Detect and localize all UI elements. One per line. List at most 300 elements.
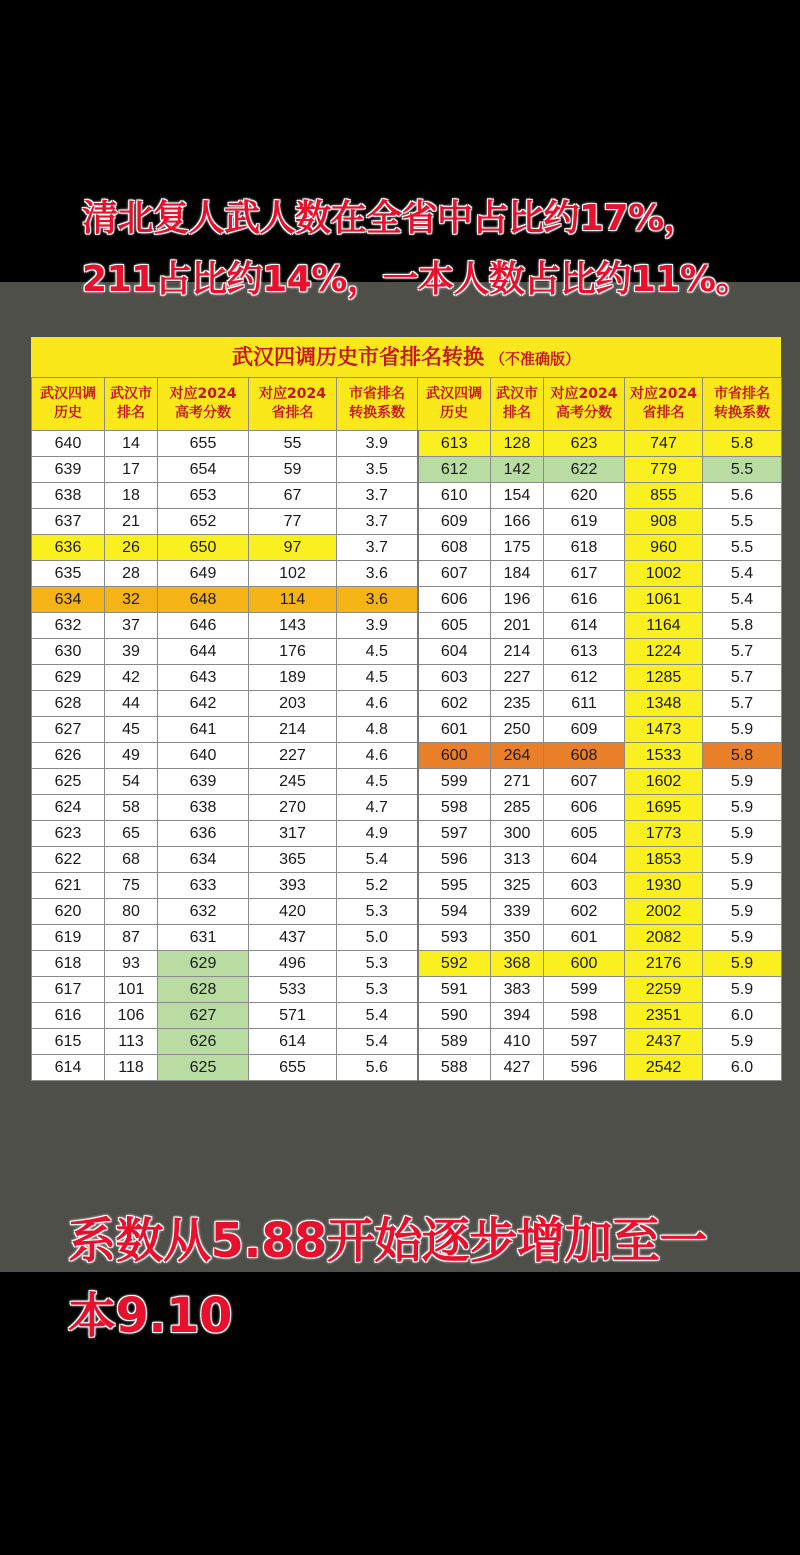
column-header-line: 历史 — [54, 405, 82, 421]
table-cell: 106 — [105, 1003, 158, 1029]
table-cell: 5.4 — [337, 1029, 418, 1055]
table-cell: 606 — [418, 587, 491, 613]
table-cell: 616 — [32, 1003, 105, 1029]
table-cell: 2542 — [625, 1055, 703, 1081]
table-cell: 908 — [625, 509, 703, 535]
table-cell: 2351 — [625, 1003, 703, 1029]
table-cell: 196 — [491, 587, 544, 613]
table-row — [32, 769, 782, 795]
table-cell: 960 — [625, 535, 703, 561]
table-row — [32, 717, 782, 743]
table-cell: 45 — [105, 717, 158, 743]
table-cell: 1930 — [625, 873, 703, 899]
caption-line-2: 211占比约14%，一本人数占比约11%。 — [82, 259, 751, 300]
column-header — [32, 378, 105, 431]
table-cell: 5.2 — [337, 873, 418, 899]
table-cell: 622 — [32, 847, 105, 873]
table-cell: 607 — [544, 769, 625, 795]
table-cell: 3.6 — [337, 561, 418, 587]
table-cell: 313 — [491, 847, 544, 873]
table-row — [32, 691, 782, 717]
table-cell: 87 — [105, 925, 158, 951]
table-cell: 4.5 — [337, 639, 418, 665]
table-cell: 4.9 — [337, 821, 418, 847]
table-cell: 325 — [491, 873, 544, 899]
table-cell: 636 — [158, 821, 249, 847]
table-cell: 632 — [158, 899, 249, 925]
table-cell: 628 — [158, 977, 249, 1003]
table-cell: 642 — [158, 691, 249, 717]
table-cell: 113 — [105, 1029, 158, 1055]
table-cell: 5.4 — [337, 847, 418, 873]
table-row — [32, 613, 782, 639]
table-cell: 603 — [418, 665, 491, 691]
table-cell: 608 — [544, 743, 625, 769]
table-cell: 1285 — [625, 665, 703, 691]
table-cell: 629 — [158, 951, 249, 977]
table-cell: 591 — [418, 977, 491, 1003]
table-row — [32, 457, 782, 483]
column-header — [105, 378, 158, 431]
table-cell: 626 — [158, 1029, 249, 1055]
table-cell: 641 — [158, 717, 249, 743]
table-cell: 184 — [491, 561, 544, 587]
table-cell: 1473 — [625, 717, 703, 743]
table-cell: 1002 — [625, 561, 703, 587]
table-cell: 42 — [105, 665, 158, 691]
table-cell: 594 — [418, 899, 491, 925]
table-cell: 5.3 — [337, 951, 418, 977]
table-cell: 2437 — [625, 1029, 703, 1055]
column-header — [491, 378, 544, 431]
table-row — [32, 561, 782, 587]
table-cell: 4.8 — [337, 717, 418, 743]
table-cell: 613 — [418, 431, 491, 457]
table-cell: 611 — [544, 691, 625, 717]
column-header-line: 高考分数 — [556, 405, 612, 421]
table-cell: 214 — [491, 639, 544, 665]
table-cell: 271 — [491, 769, 544, 795]
table-cell: 365 — [249, 847, 337, 873]
table-title-note: （不准确版） — [489, 350, 580, 368]
table-cell: 634 — [32, 587, 105, 613]
column-header — [544, 378, 625, 431]
table-cell: 114 — [249, 587, 337, 613]
caption-bottom-1: 系数从5.88开始逐步增加至一 — [68, 1213, 707, 1269]
table-cell: 18 — [105, 483, 158, 509]
table-cell: 626 — [32, 743, 105, 769]
table-cell: 5.8 — [703, 613, 782, 639]
table-cell: 602 — [544, 899, 625, 925]
column-header — [249, 378, 337, 431]
table-cell: 17 — [105, 457, 158, 483]
table-cell: 593 — [418, 925, 491, 951]
table-cell: 58 — [105, 795, 158, 821]
table-cell: 1695 — [625, 795, 703, 821]
table-cell: 93 — [105, 951, 158, 977]
table-cell: 32 — [105, 587, 158, 613]
table-cell: 5.7 — [703, 639, 782, 665]
table-cell: 437 — [249, 925, 337, 951]
table-cell: 5.4 — [703, 587, 782, 613]
column-header — [703, 378, 782, 431]
table-cell: 4.7 — [337, 795, 418, 821]
column-header-line: 武汉市 — [110, 386, 152, 402]
table-cell: 5.8 — [703, 431, 782, 457]
table-cell: 612 — [418, 457, 491, 483]
table-cell: 638 — [158, 795, 249, 821]
table-cell: 6.0 — [703, 1055, 782, 1081]
table-cell: 5.8 — [703, 743, 782, 769]
table-cell: 5.6 — [337, 1055, 418, 1081]
table-cell: 655 — [158, 431, 249, 457]
table-cell: 597 — [544, 1029, 625, 1055]
table-cell: 855 — [625, 483, 703, 509]
table-row — [32, 899, 782, 925]
table-row — [32, 1055, 782, 1081]
table-cell: 613 — [544, 639, 625, 665]
table-cell: 4.6 — [337, 743, 418, 769]
table-cell: 5.5 — [703, 509, 782, 535]
table-cell: 201 — [491, 613, 544, 639]
table-cell: 14 — [105, 431, 158, 457]
column-header — [625, 378, 703, 431]
table-cell: 614 — [249, 1029, 337, 1055]
table-row — [32, 951, 782, 977]
table-cell: 635 — [32, 561, 105, 587]
table-cell: 779 — [625, 457, 703, 483]
table-row — [32, 639, 782, 665]
column-header-line: 转换系数 — [349, 405, 405, 421]
table-cell: 609 — [544, 717, 625, 743]
table-cell: 634 — [158, 847, 249, 873]
table-cell: 5.9 — [703, 795, 782, 821]
table-cell: 54 — [105, 769, 158, 795]
table-cell: 648 — [158, 587, 249, 613]
table-cell: 1164 — [625, 613, 703, 639]
table-cell: 3.5 — [337, 457, 418, 483]
table-row — [32, 847, 782, 873]
table-cell: 44 — [105, 691, 158, 717]
table-cell: 599 — [544, 977, 625, 1003]
table-cell: 26 — [105, 535, 158, 561]
table-row — [32, 1029, 782, 1055]
table-cell: 5.0 — [337, 925, 418, 951]
table-cell: 5.9 — [703, 769, 782, 795]
table-cell: 1061 — [625, 587, 703, 613]
table-cell: 3.7 — [337, 509, 418, 535]
table-cell: 618 — [544, 535, 625, 561]
table-cell: 28 — [105, 561, 158, 587]
table-header-row — [32, 378, 782, 431]
table-cell: 620 — [32, 899, 105, 925]
table-cell: 143 — [249, 613, 337, 639]
table-cell: 533 — [249, 977, 337, 1003]
table-title: 武汉四调历史市省排名转换 — [231, 345, 484, 369]
table-cell: 624 — [32, 795, 105, 821]
table-cell: 604 — [418, 639, 491, 665]
table-cell: 639 — [32, 457, 105, 483]
table-cell: 612 — [544, 665, 625, 691]
column-header-line: 对应2024 — [259, 386, 326, 402]
table-cell: 80 — [105, 899, 158, 925]
table-cell: 5.9 — [703, 717, 782, 743]
table-cell: 5.6 — [703, 483, 782, 509]
table-cell: 55 — [249, 431, 337, 457]
table-cell: 1533 — [625, 743, 703, 769]
table-cell: 655 — [249, 1055, 337, 1081]
table-cell: 639 — [158, 769, 249, 795]
table-cell: 589 — [418, 1029, 491, 1055]
table-cell: 39 — [105, 639, 158, 665]
table-cell: 601 — [418, 717, 491, 743]
table-cell: 632 — [32, 613, 105, 639]
table-row — [32, 821, 782, 847]
column-header-line: 对应2024 — [169, 386, 237, 402]
column-header — [337, 378, 418, 431]
table-cell: 101 — [105, 977, 158, 1003]
caption-line-1: 清北复人武人数在全省中占比约17%， — [82, 198, 700, 239]
table-cell: 609 — [418, 509, 491, 535]
table-cell: 629 — [32, 665, 105, 691]
table-cell: 317 — [249, 821, 337, 847]
table-cell: 235 — [491, 691, 544, 717]
table-cell: 496 — [249, 951, 337, 977]
table-cell: 615 — [32, 1029, 105, 1055]
table-cell: 394 — [491, 1003, 544, 1029]
table-cell: 600 — [418, 743, 491, 769]
table-row — [32, 509, 782, 535]
table-cell: 625 — [32, 769, 105, 795]
table-cell: 650 — [158, 535, 249, 561]
table-cell: 618 — [32, 951, 105, 977]
table-cell: 5.9 — [703, 1029, 782, 1055]
table-cell: 628 — [32, 691, 105, 717]
table-cell: 1853 — [625, 847, 703, 873]
table-cell: 601 — [544, 925, 625, 951]
table-cell: 65 — [105, 821, 158, 847]
table-cell: 102 — [249, 561, 337, 587]
table-cell: 616 — [544, 587, 625, 613]
column-header-line: 对应2024 — [550, 386, 618, 402]
table-cell: 3.7 — [337, 535, 418, 561]
table-cell: 5.4 — [337, 1003, 418, 1029]
table-cell: 6.0 — [703, 1003, 782, 1029]
column-header-line: 武汉四调 — [426, 386, 482, 402]
table-cell: 623 — [544, 431, 625, 457]
table-cell: 747 — [625, 431, 703, 457]
table-cell: 5.3 — [337, 899, 418, 925]
table-cell: 4.5 — [337, 769, 418, 795]
table-cell: 607 — [418, 561, 491, 587]
table-cell: 37 — [105, 613, 158, 639]
column-header-line: 省排名 — [642, 405, 685, 421]
table-cell: 5.3 — [337, 977, 418, 1003]
table-cell: 644 — [158, 639, 249, 665]
table-cell: 245 — [249, 769, 337, 795]
table-cell: 142 — [491, 457, 544, 483]
table-cell: 176 — [249, 639, 337, 665]
table-title-bar — [31, 337, 781, 378]
table-cell: 1773 — [625, 821, 703, 847]
table-cell: 622 — [544, 457, 625, 483]
table-row — [32, 535, 782, 561]
table-cell: 128 — [491, 431, 544, 457]
column-header-line: 排名 — [117, 405, 145, 421]
table-cell: 67 — [249, 483, 337, 509]
column-header-line: 武汉四调 — [40, 386, 96, 402]
table-cell: 227 — [249, 743, 337, 769]
table-cell: 637 — [32, 509, 105, 535]
table-cell: 3.6 — [337, 587, 418, 613]
table-body — [32, 431, 782, 1081]
table-cell: 264 — [491, 743, 544, 769]
table-cell: 68 — [105, 847, 158, 873]
table-row — [32, 795, 782, 821]
table-cell: 627 — [158, 1003, 249, 1029]
table-row — [32, 873, 782, 899]
table-cell: 3.7 — [337, 483, 418, 509]
table-cell: 595 — [418, 873, 491, 899]
table-cell: 652 — [158, 509, 249, 535]
table-cell: 5.5 — [703, 457, 782, 483]
table-cell: 606 — [544, 795, 625, 821]
table-row — [32, 925, 782, 951]
table-cell: 5.9 — [703, 951, 782, 977]
column-header — [158, 378, 249, 431]
caption-bottom-2: 本9.10 — [68, 1288, 232, 1344]
table-cell: 640 — [32, 431, 105, 457]
table-cell: 5.9 — [703, 899, 782, 925]
table-cell: 4.5 — [337, 665, 418, 691]
table-cell: 4.6 — [337, 691, 418, 717]
table-cell: 214 — [249, 717, 337, 743]
table-cell: 118 — [105, 1055, 158, 1081]
table-cell: 203 — [249, 691, 337, 717]
table-cell: 588 — [418, 1055, 491, 1081]
table-cell: 590 — [418, 1003, 491, 1029]
table-cell: 614 — [544, 613, 625, 639]
table-cell: 603 — [544, 873, 625, 899]
table-row — [32, 431, 782, 457]
table-cell: 75 — [105, 873, 158, 899]
table-cell: 1602 — [625, 769, 703, 795]
table-cell: 2259 — [625, 977, 703, 1003]
table-row — [32, 977, 782, 1003]
table-cell: 619 — [32, 925, 105, 951]
table-cell: 605 — [418, 613, 491, 639]
table-cell: 654 — [158, 457, 249, 483]
column-header-line: 对应2024 — [630, 386, 697, 402]
column-header-line: 高考分数 — [175, 405, 231, 421]
table-row — [32, 665, 782, 691]
table-cell: 270 — [249, 795, 337, 821]
table-cell: 350 — [491, 925, 544, 951]
table-cell: 5.7 — [703, 665, 782, 691]
table-cell: 596 — [544, 1055, 625, 1081]
table-cell: 625 — [158, 1055, 249, 1081]
table-cell: 77 — [249, 509, 337, 535]
table-cell: 608 — [418, 535, 491, 561]
table-cell: 21 — [105, 509, 158, 535]
column-header-line: 市省排名 — [349, 386, 405, 402]
table-cell: 605 — [544, 821, 625, 847]
table-cell: 5.9 — [703, 977, 782, 1003]
column-header-line: 排名 — [503, 405, 531, 421]
table-row — [32, 1003, 782, 1029]
table-cell: 600 — [544, 951, 625, 977]
column-header-line: 武汉市 — [496, 386, 538, 402]
column-header-line: 市省排名 — [714, 386, 770, 402]
table-row — [32, 483, 782, 509]
table-cell: 653 — [158, 483, 249, 509]
table-cell: 285 — [491, 795, 544, 821]
table-cell: 617 — [32, 977, 105, 1003]
table-cell: 189 — [249, 665, 337, 691]
table-cell: 2082 — [625, 925, 703, 951]
table-cell: 619 — [544, 509, 625, 535]
table-cell: 633 — [158, 873, 249, 899]
table-cell: 5.9 — [703, 821, 782, 847]
table-cell: 5.7 — [703, 691, 782, 717]
table-cell: 59 — [249, 457, 337, 483]
table-cell: 166 — [491, 509, 544, 535]
table-cell: 300 — [491, 821, 544, 847]
table-cell: 571 — [249, 1003, 337, 1029]
table-cell: 592 — [418, 951, 491, 977]
table-cell: 5.9 — [703, 847, 782, 873]
table-cell: 3.9 — [337, 431, 418, 457]
column-header — [418, 378, 491, 431]
table-cell: 614 — [32, 1055, 105, 1081]
table-cell: 621 — [32, 873, 105, 899]
table-cell: 154 — [491, 483, 544, 509]
column-header-line: 转换系数 — [714, 405, 770, 421]
table-cell: 620 — [544, 483, 625, 509]
column-header-line: 省排名 — [271, 405, 314, 421]
table-cell: 3.9 — [337, 613, 418, 639]
table-cell: 97 — [249, 535, 337, 561]
ranking-table — [31, 377, 782, 1081]
ranking-conversion-sheet — [31, 337, 781, 1081]
table-row — [32, 743, 782, 769]
table-cell: 250 — [491, 717, 544, 743]
column-header-line: 历史 — [440, 405, 468, 421]
table-cell: 636 — [32, 535, 105, 561]
table-cell: 227 — [491, 665, 544, 691]
table-cell: 393 — [249, 873, 337, 899]
table-cell: 602 — [418, 691, 491, 717]
table-cell: 383 — [491, 977, 544, 1003]
table-cell: 630 — [32, 639, 105, 665]
table-cell: 627 — [32, 717, 105, 743]
table-cell: 598 — [418, 795, 491, 821]
table-cell: 599 — [418, 769, 491, 795]
table-cell: 2176 — [625, 951, 703, 977]
table-cell: 5.5 — [703, 535, 782, 561]
table-cell: 5.9 — [703, 925, 782, 951]
table-cell: 597 — [418, 821, 491, 847]
table-cell: 649 — [158, 561, 249, 587]
table-cell: 643 — [158, 665, 249, 691]
table-row — [32, 587, 782, 613]
table-cell: 49 — [105, 743, 158, 769]
table-cell: 604 — [544, 847, 625, 873]
table-cell: 623 — [32, 821, 105, 847]
table-cell: 631 — [158, 925, 249, 951]
table-cell: 598 — [544, 1003, 625, 1029]
table-cell: 1224 — [625, 639, 703, 665]
